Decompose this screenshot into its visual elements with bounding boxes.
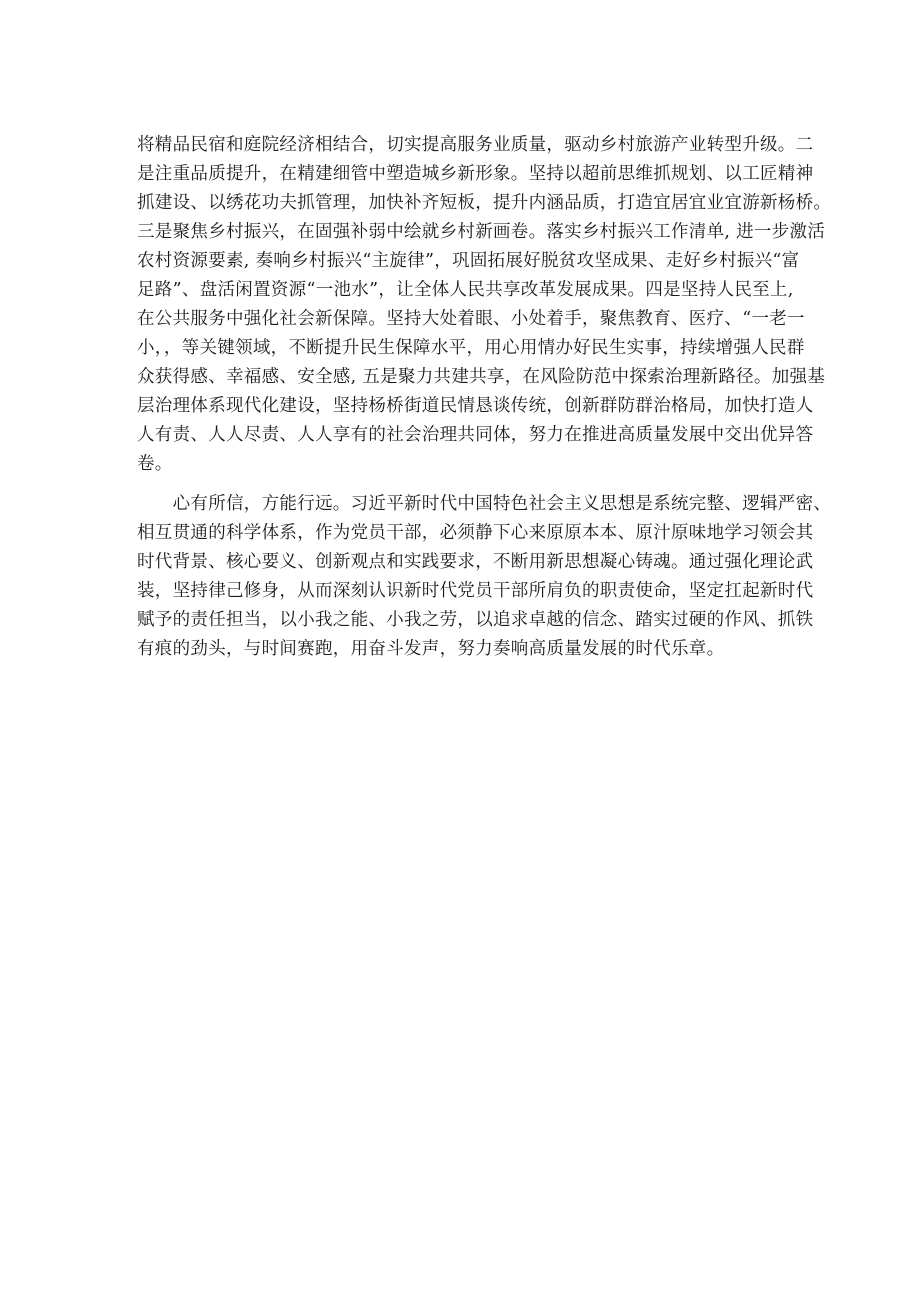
- text-line: 人有责、人人尽责、人人享有的社会治理共同体，努力在推进高质量发展中交出优异答: [137, 425, 814, 445]
- text-line: 将精品民宿和庭院经济相结合，切实提高服务业质量，驱动乡村旅游产业转型升级。二: [137, 135, 814, 155]
- text-line: 农村资源要素, 奏响乡村振兴“主旋律”，巩固拓展好脱贫攻坚成果、走好乡村振兴“富: [137, 251, 800, 271]
- document-body: [137, 131, 832, 664]
- text-line: 足路”、盘活闲置资源“一池水”，让全体人民共享改革发展成果。四是坚持人民至上,: [137, 280, 794, 300]
- text-line: 有痕的劲头，与时间赛跑，用奋斗发声，努力奏响高质量发展的时代乐章。: [137, 639, 725, 659]
- paragraph-2: [137, 490, 832, 664]
- text-line: 层治理体系现代化建设，坚持杨桥街道民情恳谈传统，创新群防群治格局，加快打造人: [137, 396, 814, 416]
- text-line: 时代背景、核心要义、创新观点和实践要求，不断用新思想凝心铸魂。通过强化理论武: [137, 552, 814, 572]
- text-line: 赋予的责任担当，以小我之能、小我之劳，以追求卓越的信念、踏实过硬的作风、抓铁: [137, 610, 814, 630]
- text-line: 在公共服务中强化社会新保障。坚持大处着眼、小处着手，聚焦教育、医疗、“一老一: [137, 309, 805, 329]
- text-line: 是注重品质提升，在精建细管中塑造城乡新形象。坚持以超前思维抓规划、以工匠精神: [137, 164, 814, 184]
- paragraph-1: [137, 131, 832, 479]
- text-line: 抓建设、以绣花功夫抓管理，加快补齐短板，提升内涵品质，打造宜居宜业宜游新杨桥。: [137, 193, 832, 213]
- text-line: 心有所信，方能行远。习近平新时代中国特色社会主义思想是系统完整、逻辑严密、: [137, 494, 832, 514]
- text-line: 卷。: [137, 454, 173, 474]
- text-line: 相互贯通的科学体系，作为党员干部，必须静下心来原原本本、原汁原味地学习领会其: [137, 523, 814, 543]
- text-line: 众获得感、幸福感、安全感, 五是聚力共建共享，在风险防范中探索治理新路径。加强基: [137, 367, 826, 387]
- text-line: 装，坚持律己修身，从而深刻认识新时代党员干部所肩负的职责使命，坚定扛起新时代: [137, 581, 814, 601]
- text-line: 三是聚焦乡村振兴，在固强补弱中绘就乡村新画卷。落实乡村振兴工作清单, 进一步激活: [137, 222, 826, 242]
- text-line: 小，，等关键领域，不断提升民生保障水平，用心用情办好民生实事，持续增强人民群: [137, 338, 805, 358]
